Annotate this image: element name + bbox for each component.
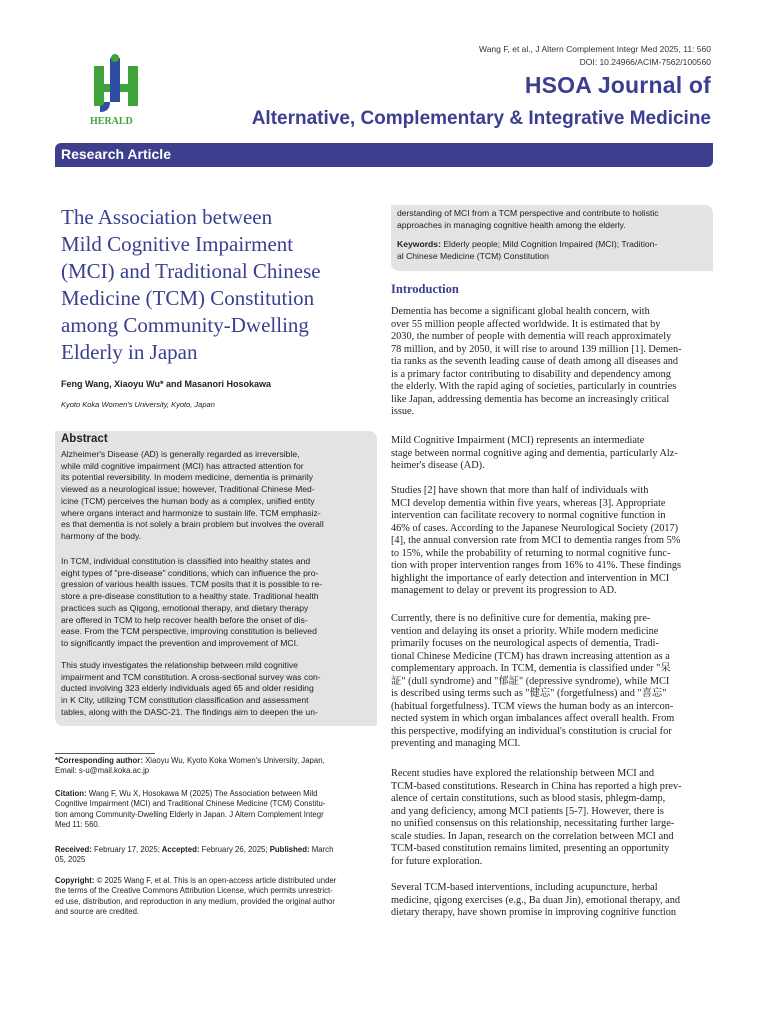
intro-paragraph: Recent studies have explored the relationship between MCI and TCM-based constitutions. Research in China has reported a high prev- alence of certain constitutions, such as blood stasis, phlegm-damp, and yang deficiency, among MCI patients [5-7]. However, there is no unified consensus on this relationship, necessitating further large- scale studies. In Japan, research on the correlation between MCI and TCM-based constitution remains limited, presenting an opportunity for future exploration. bbox=[391, 768, 682, 867]
keywords-label: Keywords: bbox=[397, 239, 441, 249]
citation-line: Wang F, et al., J Altern Complement Integr Med 2025, 11: 560 bbox=[479, 44, 711, 54]
article-type-label: Research Article bbox=[61, 146, 171, 162]
published-label: Published: bbox=[267, 845, 310, 854]
abstract-continued: derstanding of MCI from a TCM perspective and contribute to holistic approaches in managing cognitive health among the elderly. bbox=[397, 208, 659, 230]
received-date: February 17, 2025; bbox=[91, 845, 160, 854]
intro-paragraph: Mild Cognitive Impairment (MCI) represents an intermediate stage between normal cognitive aging and dementia, particularly Alz- heimer's disease (AD). bbox=[391, 435, 678, 471]
title-line: Mild Cognitive Impairment bbox=[61, 232, 294, 256]
copyright-text: © 2025 Wang F, et al. This is an open-access article distributed under the terms of the Creative Commons Attribution License, which permits unrestrict- ed use, distribution, and reproduction in any medium, provided the original author and source are credited. bbox=[55, 876, 337, 916]
citation-text: Wang F, Wu X, Hosokawa M (2025) The Association between Mild Cognitive Impairment (MCI) and Traditional Chinese Medicine (TCM) Constitu- tion among Community-Dwelling Elderly in Japan. J Altern Complement Integr Med 11: 560. bbox=[55, 789, 326, 829]
received-label: Received: bbox=[55, 845, 92, 854]
citation-note bbox=[55, 789, 377, 830]
abstract-paragraph: In TCM, individual constitution is classified into healthy states and eight types of "pre-disease" conditions, which can influence the pro- gression of various health issues. TCM posits that it is possible to re- store a pre-disease constitution to a healthy state. Traditional health practices such as Qigong, emotional therapy, and dietary therapy are offered in TCM to help recover health before the onset of dis- ease. From the TCM perspective, improving constitution is believed to significantly impact the prevention and improvement of MCI. bbox=[61, 556, 323, 648]
intro-paragraph: Several TCM-based interventions, including acupuncture, herbal medicine, qigong exercises (e.g., Ba duan Jin), emotional therapy, and dietary therapy, have shown promise in improving cognitive function bbox=[391, 882, 680, 918]
footnote-divider bbox=[55, 753, 155, 754]
affiliation: Kyoto Koka Women's University, Kyoto, Japan bbox=[61, 400, 215, 409]
corresponding-label: *Corresponding author: bbox=[55, 756, 143, 765]
title-line: (MCI) and Traditional Chinese bbox=[61, 259, 321, 283]
title-line: Elderly in Japan bbox=[61, 340, 198, 364]
introduction-heading: Introduction bbox=[391, 282, 459, 296]
copyright-note bbox=[55, 876, 377, 917]
logo-text: HERALD bbox=[90, 116, 133, 127]
title-line: The Association between bbox=[61, 205, 273, 229]
doi-line[interactable]: DOI: 10.24966/ACIM-7562/100560 bbox=[579, 57, 711, 67]
dates-note bbox=[55, 845, 377, 866]
article-title bbox=[61, 204, 381, 366]
accepted-label: Accepted: bbox=[159, 845, 200, 854]
abstract-paragraph: Alzheimer's Disease (AD) is generally regarded as irreversible, while mild cognitive impairment (MCI) has attracted attention for its potential reversibility. In modern medicine, dementia is primarily viewed as a neurological issue; however, Traditional Chinese Med- icine (TCM) perceives the human body as a complex, unified entity where organs interact and harmonize to sustain life. TCM emphasiz- es that dementia is not solely a brain problem but involves the overall harmony of the body. bbox=[61, 449, 324, 541]
keywords bbox=[397, 239, 707, 262]
corresponding-author-note bbox=[55, 756, 377, 777]
journal-title: HSOA Journal of bbox=[524, 72, 711, 98]
authors: Feng Wang, Xiaoyu Wu* and Masanori Hosokawa bbox=[61, 379, 272, 389]
intro-paragraph: Currently, there is no definitive cure for dementia, making pre- vention and delaying its onset a priority. While modern medicine primarily focuses on the neurological aspects of dementia, Tradi- tional Chinese Medicine (TCM) has drawn increasing attention as a complementary approach. In TCM, dementia is classified under "呆 証" (dull syndrome) and "郁証" (depressive syndrome), while MCI is described using terms such as "健忘" (forgetfulness) and "喜忘" (habitual forgetfulness). TCM views the human body as an intercon- nected system in which organ imbalances affect overall health. From this perspective, modifying an individual's constitution is crucial for preventing and managing MCI. bbox=[391, 613, 675, 749]
published-date: March 05, 2025 bbox=[55, 845, 334, 865]
intro-paragraph: Dementia has become a significant global health concern, with over 55 million people affected worldwide. It is estimated that by 2030, the number of people with dementia will reach approximately 78 million, and by 2050, it will rise to around 139 million [1]. Demen- tia ranks as the seventh leading cause of death among all diseases and is a primary factor contributing to disability and dependency among the elderly. With the rapid aging of societies, particularly in countries like Japan, addressing dementia has become an increasingly critical issue. bbox=[391, 306, 682, 417]
copyright-label: Copyright: bbox=[55, 876, 95, 885]
accepted-date: February 26, 2025; bbox=[199, 845, 268, 854]
title-line: Medicine (TCM) Constitution bbox=[61, 286, 315, 310]
journal-subtitle: Alternative, Complementary & Integrative Medicine bbox=[251, 108, 711, 129]
abstract-paragraph: This study investigates the relationship between mild cognitive impairment and TCM constitution. A cross-sectional survey was con- ducted involving 323 elderly individuals aged 65 and older residing in K City, utilizing TCM constitution classification and assessment tables, along with the DASC-21. The findings aim to deepen the un- bbox=[61, 660, 321, 717]
keywords-text: Elderly people; Mild Cognition Impaired (MCI); Tradition- al Chinese Medicine (TCM) Constitution bbox=[397, 239, 658, 261]
corresponding-text: Xiaoyu Wu, Kyoto Koka Women's University, Japan, Email: s-u@mail.koka.ac.jp bbox=[55, 756, 325, 776]
abstract-heading: Abstract bbox=[61, 433, 108, 445]
herald-logo bbox=[88, 54, 150, 132]
citation-label: Citation: bbox=[55, 789, 87, 798]
intro-paragraph: Studies [2] have shown that more than half of individuals with MCI develop dementia within five years, whereas [3]. Appropriate intervention can facilitate recovery to normal cognitive function in 46% of cases. According to the Japanese Neurological Society (2017) [4], the annual conversion rate from MCI to dementia ranges from 5% to 15%, while the probability of returning to normal cognitive func- tion with proper intervention ranges from 16% to 41%. These findings highlight the importance of early detection and intervention in MCI management to delay or prevent its progression to AD. bbox=[391, 485, 682, 596]
title-line: among Community-Dwelling bbox=[61, 313, 309, 337]
